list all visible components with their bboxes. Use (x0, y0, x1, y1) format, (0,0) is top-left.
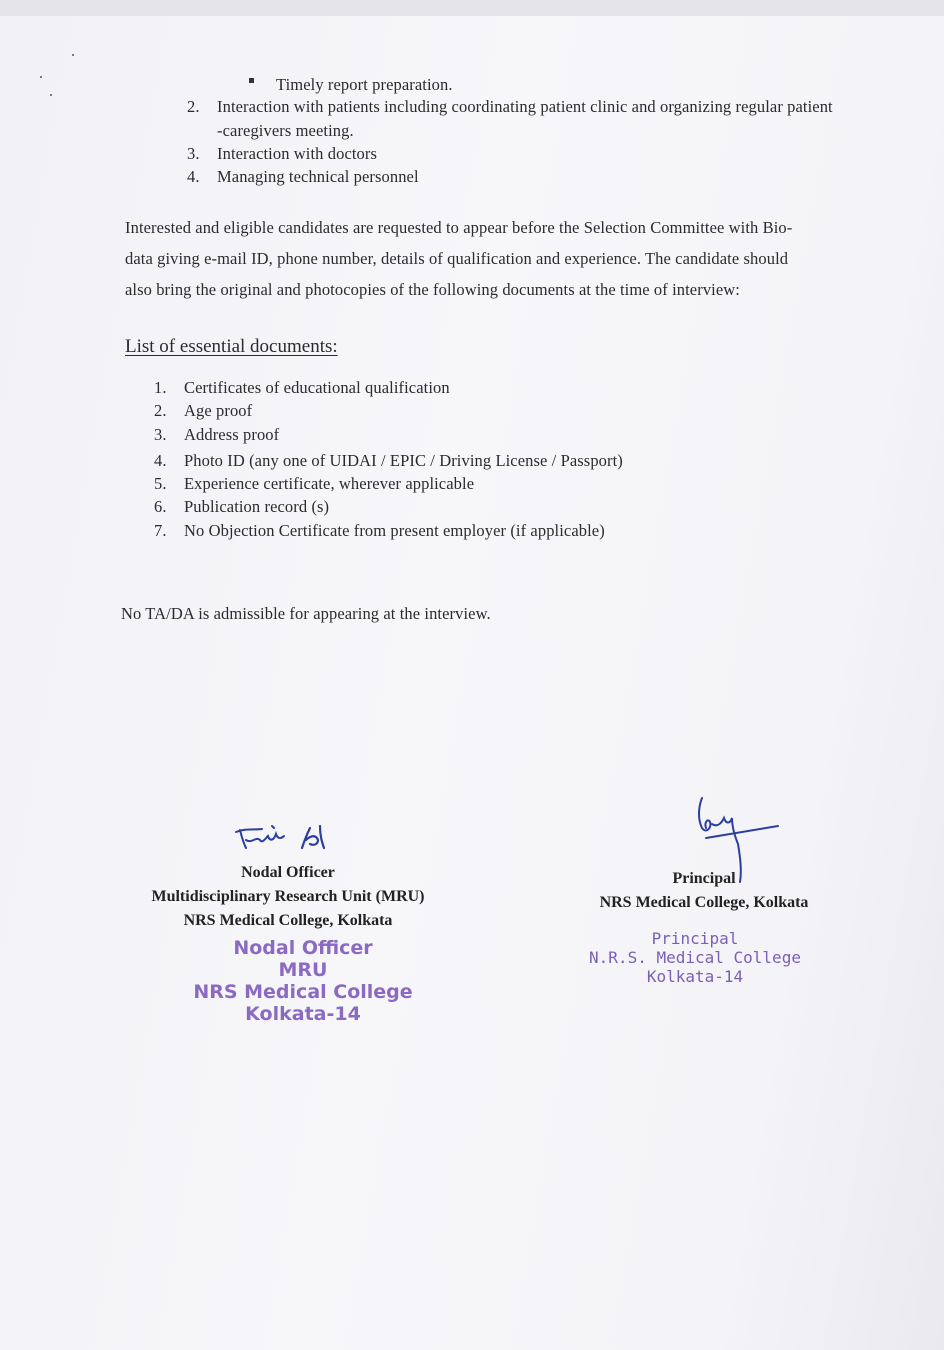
list-text: Address proof (184, 425, 280, 444)
list-number: 5. (154, 474, 167, 493)
principal-stamp (555, 929, 835, 986)
document-item (154, 401, 252, 421)
stamp-line: Kolkata-14 (245, 1003, 361, 1025)
list-number: 2. (187, 97, 200, 116)
list-text: Managing technical personnel (217, 167, 419, 186)
duty-item (187, 167, 419, 187)
square-bullet-icon (249, 78, 254, 83)
stamp-line: Kolkata-14 (646, 967, 744, 986)
signature-icon (232, 818, 342, 856)
list-number: 4. (187, 167, 200, 186)
right-signatory-title: Principal (672, 870, 736, 887)
stamp-line: N.R.S. Medical College (589, 948, 801, 967)
document-item (154, 378, 450, 398)
instructions-line: Interested and eligible candidates are requested to appear before the Selection Committee with Bio- (125, 218, 793, 237)
list-number: 3. (154, 425, 167, 444)
stamp-line: NRS Medical College (193, 981, 413, 1003)
document-item (154, 474, 474, 494)
stamp-line: Principal (651, 929, 739, 948)
list-text: Photo ID (any one of UIDAI / EPIC / Driving License / Passport) (184, 451, 623, 470)
duty-bullet-item: Timely report preparation. (276, 75, 453, 94)
list-text: Certificates of educational qualification (184, 378, 450, 397)
ta-da-note: No TA/DA is admissible for appearing at the interview. (121, 604, 491, 623)
list-text: Experience certificate, wherever applicable (184, 474, 475, 493)
document-item (154, 497, 329, 517)
document-item (154, 451, 623, 471)
right-signatory-org: NRS Medical College, Kolkata (599, 894, 809, 911)
duty-item (187, 97, 833, 117)
list-text: Age proof (184, 401, 253, 420)
document-item (154, 425, 279, 445)
left-signatory-org: NRS Medical College, Kolkata (183, 912, 393, 929)
list-number: 2. (154, 401, 167, 420)
list-number: 6. (154, 497, 167, 516)
list-text: No Objection Certificate from present employer (if applicable) (184, 521, 605, 540)
stamp-line: Nodal Officer (233, 937, 373, 959)
duty-item (187, 144, 377, 164)
scan-speck (72, 54, 74, 56)
list-number: 4. (154, 451, 167, 470)
instructions-line: data giving e-mail ID, phone number, details of qualification and experience. The candidate should (125, 249, 789, 268)
documents-heading: List of essential documents: (125, 336, 338, 357)
scan-speck (50, 94, 52, 96)
list-text: Interaction with doctors (217, 144, 378, 163)
stamp-line: MRU (278, 959, 328, 981)
document-page (0, 16, 944, 1350)
scan-top-edge (0, 0, 944, 16)
scan-speck (40, 76, 42, 78)
list-number: 1. (154, 378, 167, 397)
left-signatory-title: Nodal Officer (241, 864, 335, 881)
left-signatory-unit: Multidisciplinary Research Unit (MRU) (151, 888, 425, 905)
duty-item-continuation: -caregivers meeting. (217, 121, 354, 140)
instructions-line: also bring the original and photocopies of the following documents at the time of interview: (125, 280, 740, 299)
list-text: Publication record (s) (184, 497, 330, 516)
list-text: Interaction with patients including coordinating patient clinic and organizing regular patient (217, 97, 833, 116)
list-number: 7. (154, 521, 167, 540)
document-item (154, 521, 605, 541)
list-number: 3. (187, 144, 200, 163)
nodal-officer-stamp (153, 937, 453, 1025)
